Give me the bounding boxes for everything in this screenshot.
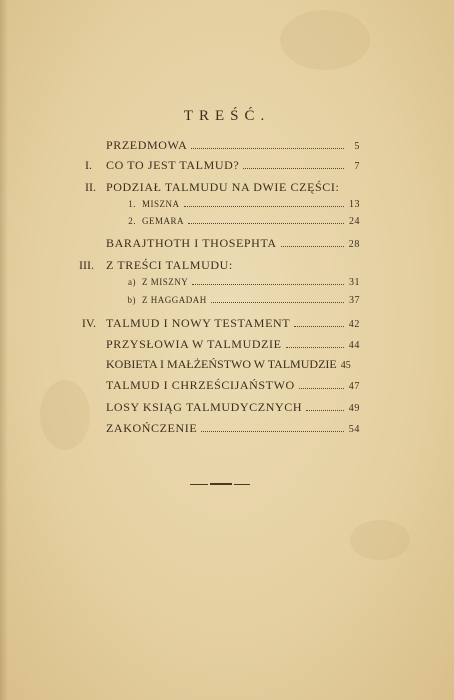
- toc-entry-barajthoth: [106, 236, 360, 251]
- toc-page-number: 7: [354, 161, 360, 172]
- dot-leader: [281, 238, 344, 247]
- toc-entry-label: KOBIETA I MAŁŻEŃSTWO W TALMUDZIE: [106, 357, 337, 371]
- dot-leader: [184, 200, 344, 207]
- toc-entry-z-haggadah: [120, 295, 360, 306]
- dot-leader: [306, 402, 344, 411]
- toc-entry-przyslowia: [106, 337, 360, 352]
- section-numeral: IV.: [81, 316, 96, 330]
- toc-entry-label: PRZYSŁOWIA W TALMUDZIE: [106, 337, 282, 351]
- dot-leader: [299, 380, 344, 389]
- toc-entry-label: CO TO JEST TALMUD?: [106, 158, 240, 172]
- section-numeral: III.: [79, 258, 94, 272]
- toc-page-number: 45: [340, 360, 351, 371]
- toc-page-number: 42: [348, 319, 360, 330]
- toc-entry-label: TALMUD I CHRZEŚCIJAŃSTWO: [106, 378, 295, 392]
- toc-entry-z-tresci-talmudu: [106, 258, 360, 273]
- toc-page-number: 24: [349, 216, 360, 227]
- toc-page-number: 47: [348, 381, 360, 392]
- page-edge-shadow: [0, 0, 8, 700]
- toc-entry-label: PRZEDMOWA: [106, 138, 188, 152]
- toc-entry-label: TALMUD I NOWY TESTAMENT: [106, 316, 291, 330]
- dot-leader: [294, 318, 344, 327]
- toc-page-number: 44: [348, 340, 360, 351]
- toc-entry-label: Z TREŚCI TALMUDU:: [106, 258, 233, 272]
- toc-entry-zakonczenie: [106, 421, 360, 436]
- toc-page-number: 28: [348, 239, 360, 250]
- subsection-numeral: 1.: [128, 199, 136, 209]
- dot-leader: [211, 296, 344, 303]
- dot-leader: [286, 339, 344, 348]
- dot-leader: [188, 217, 344, 224]
- toc-page-number: 54: [348, 424, 360, 435]
- paper-stain: [40, 380, 90, 450]
- contents-title: TREŚĆ.: [183, 108, 271, 124]
- toc-entry-label: GEMARA: [142, 216, 185, 226]
- subsection-numeral: 2.: [128, 216, 136, 226]
- decorative-rule: [190, 482, 250, 488]
- toc-entry-label: BARAJTHOTH I THOSEPHTA: [106, 236, 277, 250]
- toc-entry-talmud-i-chrzescijanstwo: [106, 378, 360, 393]
- toc-page-number: 49: [348, 403, 360, 414]
- dot-leader: [192, 278, 344, 285]
- toc-page-number: 13: [349, 199, 360, 210]
- toc-entry-miszna: [120, 199, 360, 210]
- toc-entry-przedmowa: [106, 138, 360, 153]
- toc-entry-label: LOSY KSIĄG TALMUDYCZNYCH: [106, 400, 303, 414]
- toc-entry-label: Z MISZNY: [142, 277, 189, 287]
- section-numeral: I.: [85, 158, 92, 172]
- toc-entry-kobieta-i-malzenstwo: [106, 357, 360, 372]
- dot-leader: [243, 160, 344, 169]
- toc-entry-label: ZAKOŃCZENIE: [106, 421, 198, 435]
- toc-entry-z-miszny: [120, 277, 360, 288]
- toc-page-number: 37: [349, 295, 360, 306]
- section-numeral: II.: [85, 180, 96, 194]
- toc-page-number: 31: [349, 277, 360, 288]
- toc-entry-label: PODZIAŁ TALMUDU NA DWIE CZĘŚCI:: [106, 180, 340, 194]
- subsection-numeral: b): [127, 295, 136, 305]
- toc-page-number: 5: [354, 141, 360, 152]
- dot-leader: [191, 140, 344, 149]
- paper-stain: [280, 10, 370, 70]
- toc-entry-losy-ksiag: [106, 400, 360, 415]
- toc-entry-talmud-i-nowy-testament: [106, 316, 360, 331]
- subsection-numeral: a): [128, 277, 136, 287]
- toc-entry-gemara: [120, 216, 360, 227]
- dot-leader: [201, 423, 344, 432]
- paper-stain: [350, 520, 410, 560]
- toc-entry-co-to-jest-talmud: [106, 158, 360, 173]
- toc-entry-label: Z HAGGADAH: [142, 295, 207, 305]
- toc-entry-label: MISZNA: [142, 199, 180, 209]
- toc-entry-podzial-talmudu: [106, 180, 366, 195]
